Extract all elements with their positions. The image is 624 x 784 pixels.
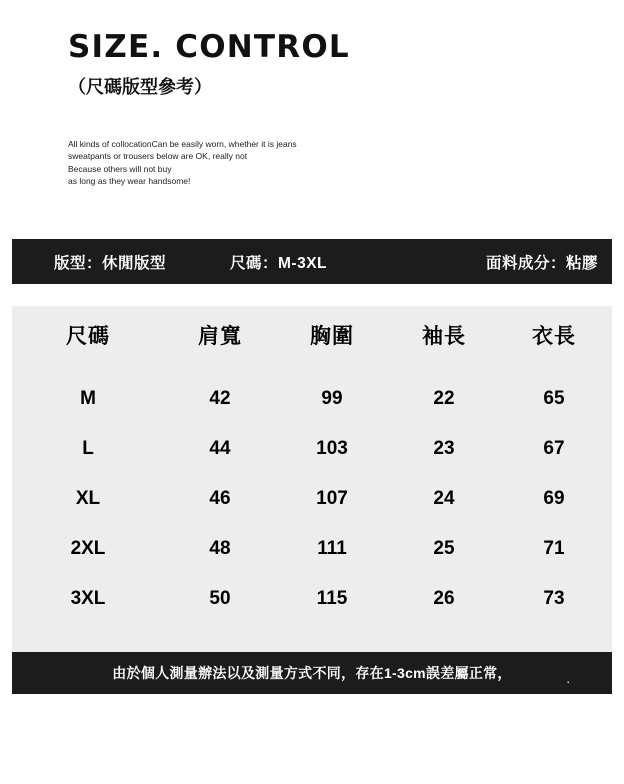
page-title: SIZE. CONTROL [68,29,350,65]
table-row [12,574,612,624]
cell-shoulder: 42 [209,388,231,409]
cell-size: L [82,438,94,459]
cell-chest: 107 [316,488,348,509]
cell-size: 3XL [70,588,106,609]
column-header-length: 衣長 [532,325,576,348]
cell-length: 73 [543,588,565,609]
size-table-block [12,239,612,694]
column-header-size: 尺碼 [66,325,110,348]
cell-sleeve: 24 [433,488,455,509]
column-header-shoulder: 肩寬 [198,325,242,348]
intro-line-3: Because others will not buy [68,163,172,174]
cell-sleeve: 22 [433,388,455,409]
intro-line-2: sweatpants or trousers below are OK, really not [68,151,248,162]
measurement-grid [12,306,612,652]
spec-fit: 版型：休閒版型 [54,254,167,272]
cell-shoulder: 46 [209,488,231,509]
cell-sleeve: 26 [433,588,455,609]
cell-length: 65 [543,388,565,409]
grid-bottom-spacer [12,624,612,652]
cell-sleeve: 25 [433,538,455,559]
cell-chest: 103 [316,438,348,459]
heading-block [68,30,568,99]
table-row [12,524,612,574]
column-header-sleeve: 袖長 [422,325,466,348]
table-row [12,424,612,474]
intro-line-4: as long as they wear handsome! [68,175,191,186]
column-header-chest: 胸圍 [310,325,354,348]
spec-band [12,239,612,284]
band-gap [12,284,612,306]
cell-length: 67 [543,438,565,459]
cell-chest: 111 [317,538,347,559]
grid-top-spacer [12,364,612,374]
footer-note-mark: . [566,671,570,686]
cell-length: 69 [543,488,565,509]
intro-paragraph [68,138,488,187]
footer-note-text: 由於個人測量辦法以及測量方式不同，存在1-3cm誤差屬正常， [112,665,512,681]
cell-chest: 99 [321,388,343,409]
cell-sleeve: 23 [433,438,455,459]
cell-shoulder: 48 [209,538,231,559]
cell-size: M [80,388,96,409]
intro-line-1: All kinds of collocationCan be easily worn, whether it is jeans [68,139,297,149]
cell-shoulder: 50 [209,588,231,609]
cell-size: XL [75,488,101,509]
spec-size-range: 尺碼：M-3XL [230,254,328,272]
table-row [12,474,612,524]
cell-length: 71 [543,538,565,559]
cell-chest: 115 [316,588,348,609]
table-header-row [12,306,612,364]
page-subtitle: （尺碼版型參考） [68,77,212,99]
cell-size: 2XL [70,538,106,559]
table-row [12,374,612,424]
spec-fabric: 面料成分：粘膠 [485,254,598,272]
footer-note-band [12,652,612,694]
cell-shoulder: 44 [209,438,231,459]
